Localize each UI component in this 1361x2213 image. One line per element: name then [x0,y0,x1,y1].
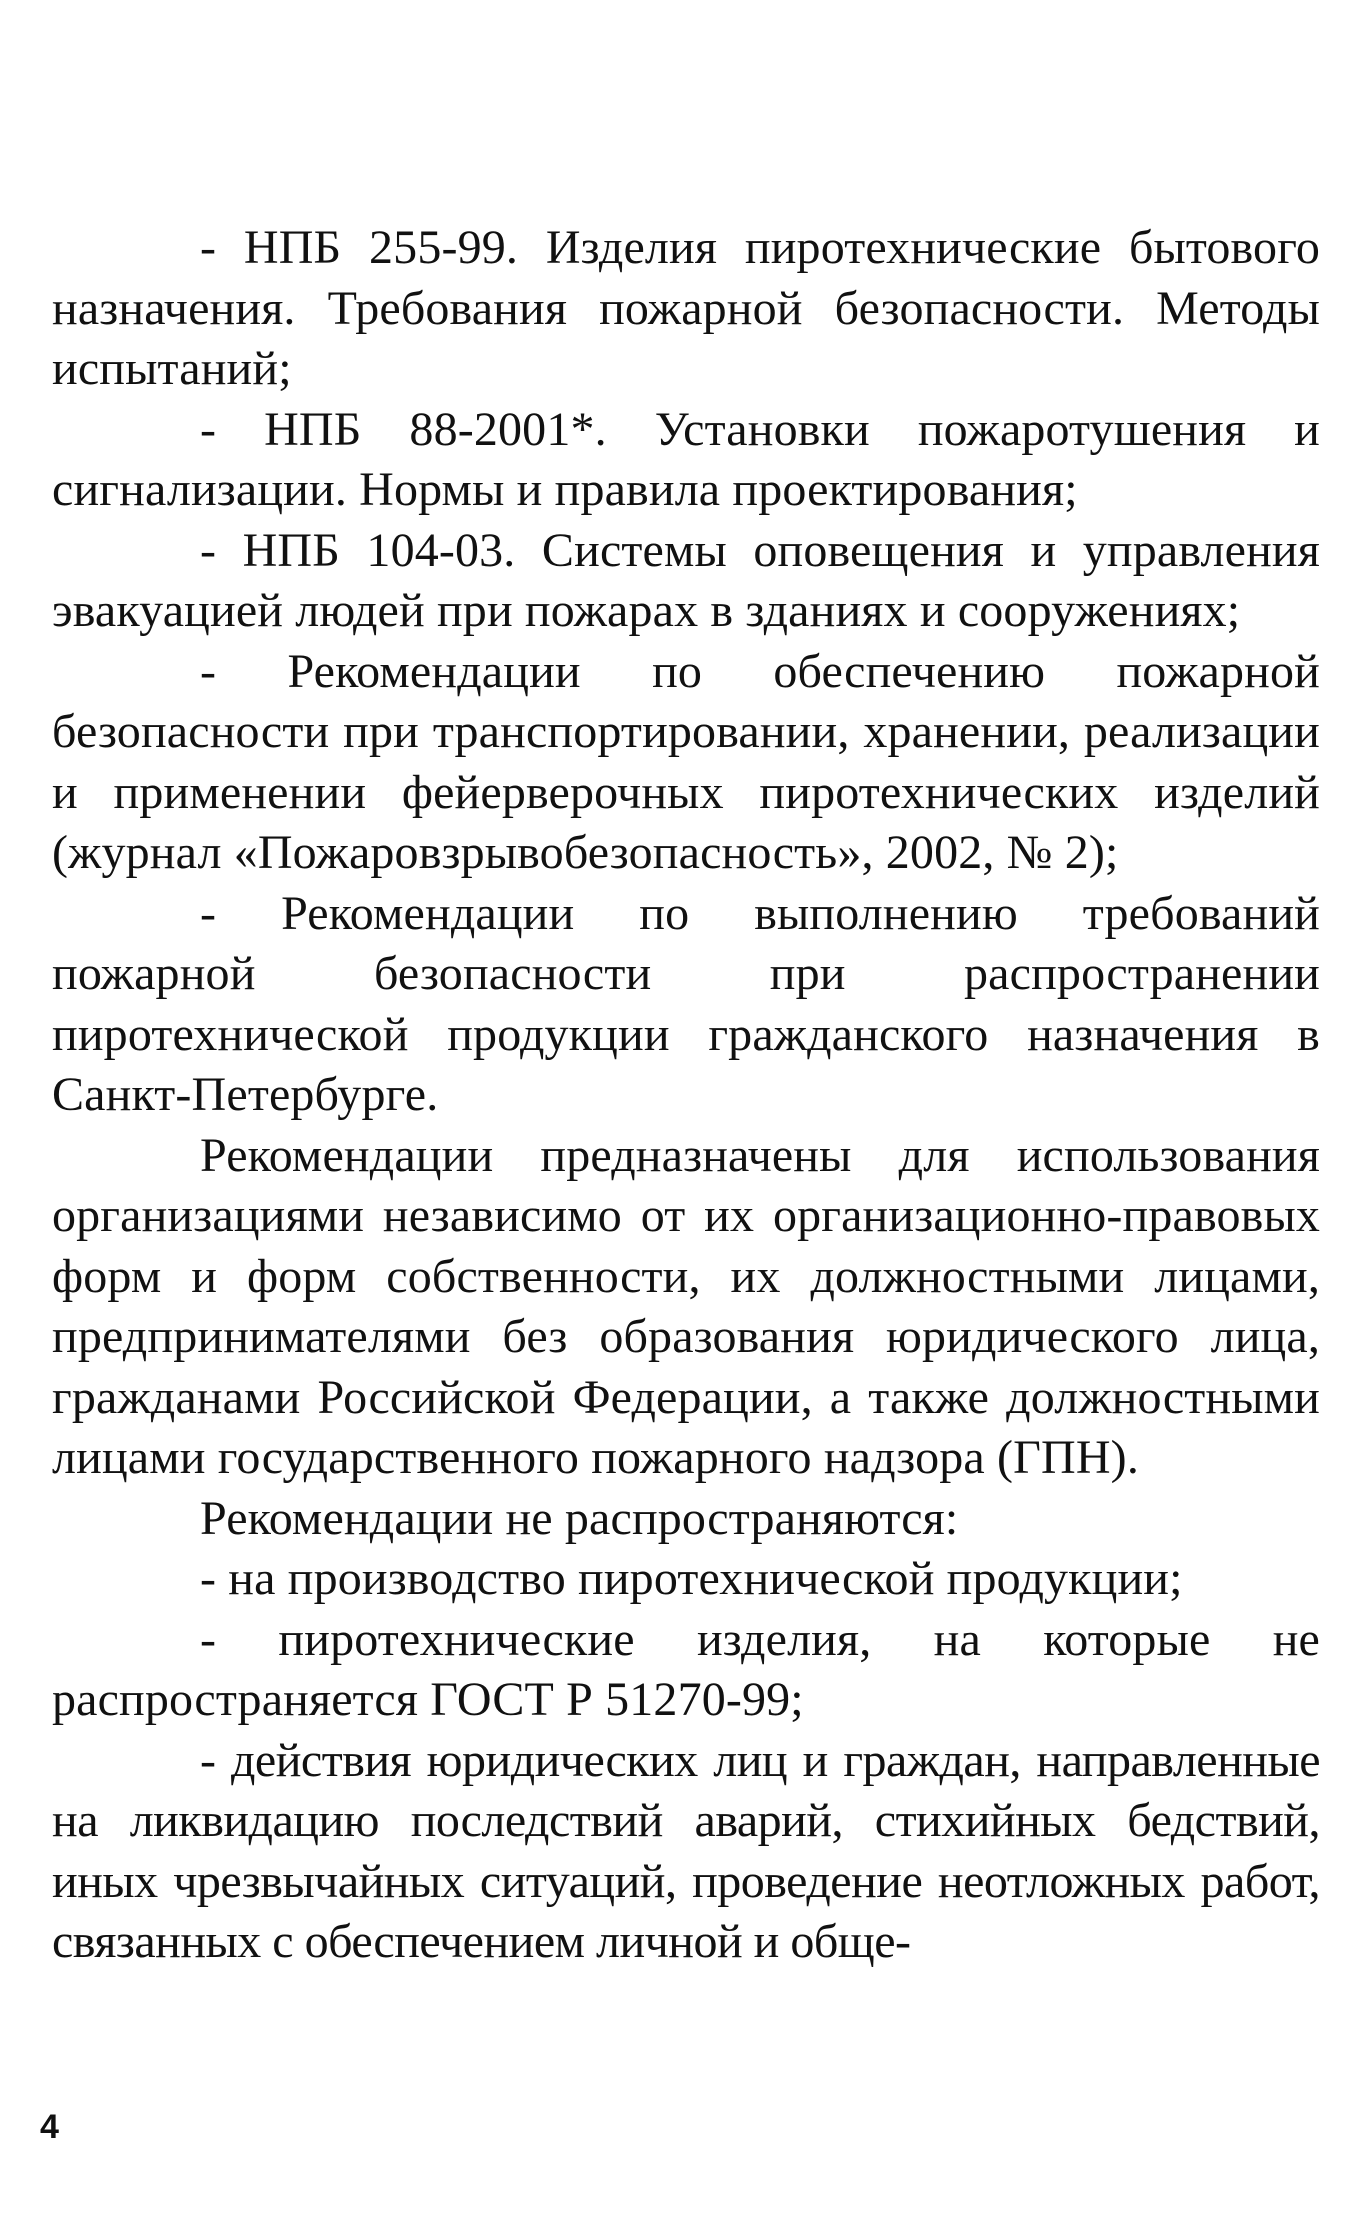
exclusion-item-emergency: - действия юридических лиц и граждан, направленные на ликвидацию последствий аварий, стихийных бедствий, иных чрезвычайных ситуаций, проведение неотложных работ, связанных с обеспечением личной и обще- [52,1733,1320,1968]
list-item-npb-255: - НПБ 255-99. Изделия пиротехнические бытового назначения. Требования пожарной безопасности. Методы испытаний; [52,221,1320,395]
exclusion-item-production: - на производство пиротехнической продукции; [200,1552,1183,1605]
list-item-fireworks-recommendations: - Рекомендации по обеспечению пожарной безопасности при транспортировании, хранении, реализации и применении фейерверочных пиротехнических изделий (журнал «Пожаровзрывобезопасность», 2002, № 2); [52,644,1320,879]
scope-paragraph: Рекомендации предназначены для использования организациями независимо от их организационно-правовых форм и форм собственности, их должностными лицами, предпринимателями без образования юридического лица, гражданами Российской Федерации, а также должностными лицами государственного пожарного надзора (ГПН). [52,1128,1320,1484]
list-item-npb-88: - НПБ 88-2001*. Установки пожаротушения и сигнализации. Нормы и правила проектирования; [52,402,1320,516]
exclusion-item-gost: - пиротехнические изделия, на которые не распространяется ГОСТ Р 51270-99; [52,1612,1320,1726]
document-body [52,218,1320,1973]
exclusions-heading: Рекомендации не распространяются: [200,1491,959,1545]
list-item-npb-104: - НПБ 104-03. Системы оповещения и управления эвакуацией людей при пожарах в зданиях и сооружениях; [52,523,1320,637]
list-item-spb-recommendations: - Рекомендации по выполнению требований пожарной безопасности при распространении пиротехнической продукции гражданского назначения в Санкт-Петербурге. [52,886,1320,1121]
page-number: 4 [40,2108,59,2146]
